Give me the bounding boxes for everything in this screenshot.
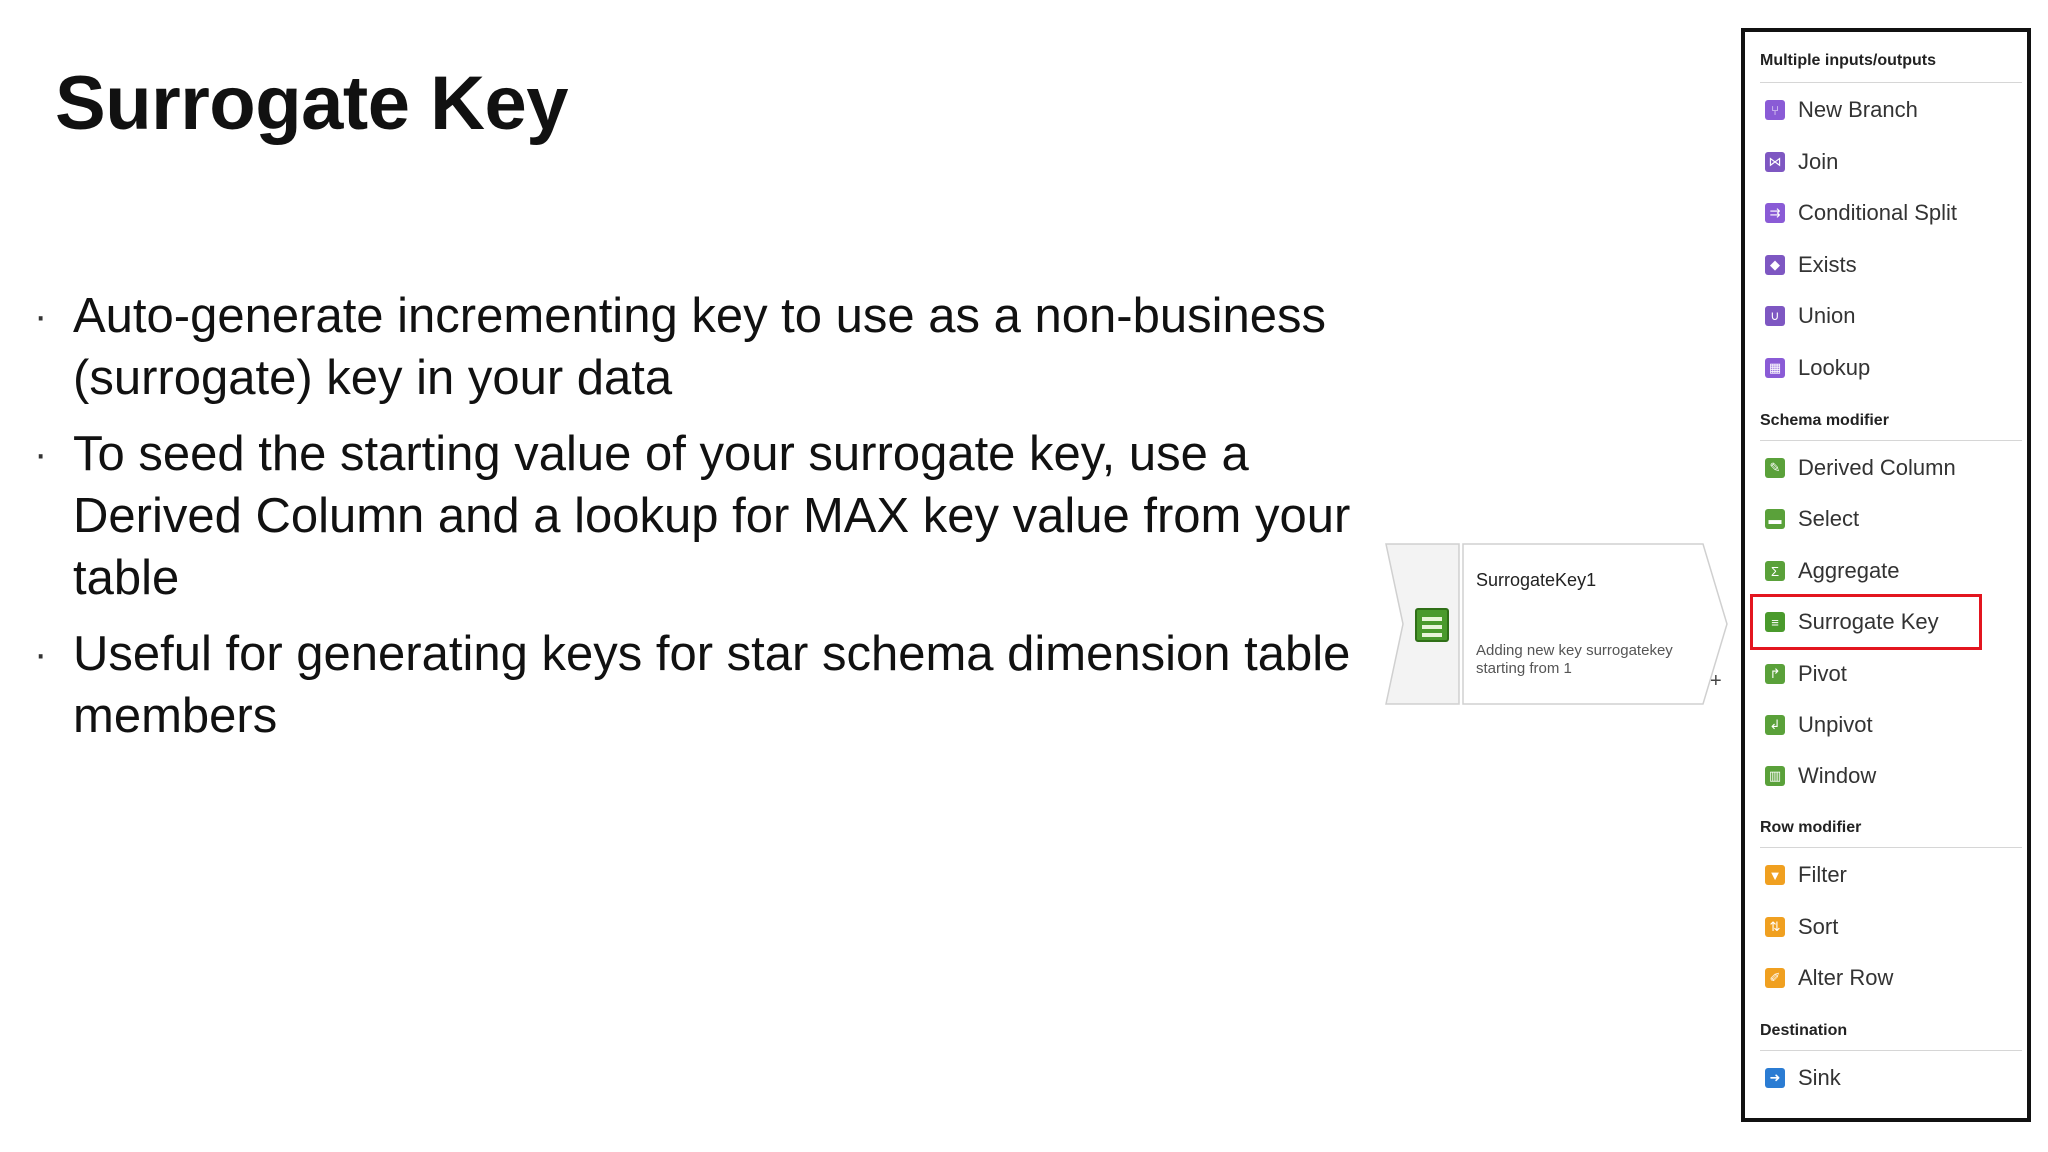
conditional-split-icon: ⇉ (1765, 203, 1785, 223)
item-label: Unpivot (1798, 712, 1873, 737)
bullet-text: Useful for generating keys for star schema dimension table members (73, 627, 1351, 743)
item-label: New Branch (1798, 97, 1918, 122)
bullet-list (30, 285, 1390, 761)
toolbox-item-aggregate[interactable] (1759, 551, 1999, 591)
lookup-icon: ▦ (1765, 358, 1785, 378)
item-label: Filter (1798, 862, 1847, 887)
section-divider (1760, 1050, 2022, 1051)
union-icon: ∪ (1765, 306, 1785, 326)
section-header: Row modifier (1760, 819, 1862, 836)
toolbox-item-lookup[interactable] (1759, 348, 1999, 388)
toolbox-item-unpivot[interactable] (1759, 705, 1999, 745)
toolbox-item-select[interactable] (1759, 499, 1999, 539)
node-description: Adding new key surrogatekey starting from 1 (1476, 642, 1673, 677)
item-label: Derived Column (1798, 455, 1956, 480)
bullet-text: Auto-generate incrementing key to use as a non-business (surrogate) key in your data (73, 289, 1326, 405)
node-name: SurrogateKey1 (1476, 570, 1597, 590)
toolbox-item-exists[interactable] (1759, 245, 1999, 285)
toolbox-item-union[interactable] (1759, 296, 1999, 336)
surrogate-key-icon: ≡ (1765, 612, 1785, 632)
bullet-dot: · (34, 294, 48, 338)
toolbox-item-conditional-split[interactable] (1759, 193, 1999, 233)
sink-icon: ➜ (1765, 1068, 1785, 1088)
item-label: Surrogate Key (1798, 609, 1939, 634)
item-label: Pivot (1798, 661, 1847, 686)
surrogate-key-icon (1415, 608, 1449, 642)
bullet-item (30, 285, 1390, 409)
item-label: Sort (1798, 914, 1839, 939)
bullet-item (30, 423, 1390, 609)
add-transform-button[interactable]: + (1710, 670, 1722, 692)
new-branch-icon: ⑂ (1765, 100, 1785, 120)
item-label: Join (1798, 149, 1839, 174)
item-label: Sink (1798, 1065, 1841, 1090)
section-divider (1760, 847, 2022, 848)
pivot-icon: ↱ (1765, 664, 1785, 684)
toolbox-item-surrogate-key[interactable] (1753, 597, 1979, 647)
sort-icon: ⇅ (1765, 917, 1785, 937)
bullet-item (30, 623, 1390, 747)
exists-icon: ◆ (1765, 255, 1785, 275)
window-icon: ▥ (1765, 766, 1785, 786)
item-label: Window (1798, 763, 1877, 788)
section-header: Schema modifier (1760, 412, 1889, 429)
bullet-dot: · (34, 632, 48, 676)
alter-row-icon: ✐ (1765, 968, 1785, 988)
aggregate-icon: Σ (1765, 561, 1785, 581)
filter-icon: ▼ (1765, 865, 1785, 885)
select-icon: ▬ (1765, 509, 1785, 529)
transformation-toolbox (1741, 28, 2031, 1122)
section-divider (1760, 82, 2022, 83)
section-header: Multiple inputs/outputs (1760, 52, 1936, 69)
toolbox-item-sink[interactable] (1759, 1058, 1999, 1098)
toolbox-item-new-branch[interactable] (1759, 90, 1999, 130)
item-label: Lookup (1798, 355, 1871, 380)
surrogate-key-node[interactable] (1385, 540, 1737, 708)
bullet-text: To seed the starting value of your surrogate key, use a Derived Column and a lookup for MAX key value from your table (73, 427, 1351, 605)
item-label: Select (1798, 506, 1860, 531)
toolbox-item-window[interactable] (1759, 756, 1999, 796)
derived-column-icon: ✎ (1765, 458, 1785, 478)
slide-title: Surrogate Key (55, 61, 568, 146)
item-label: Union (1798, 303, 1856, 328)
item-label: Conditional Split (1798, 200, 1957, 225)
toolbox-item-derived-column[interactable] (1759, 448, 1999, 488)
toolbox-item-pivot[interactable] (1759, 654, 1999, 694)
item-label: Exists (1798, 252, 1857, 277)
bullet-dot: · (34, 432, 48, 476)
unpivot-icon: ↲ (1765, 715, 1785, 735)
toolbox-item-sort[interactable] (1759, 907, 1999, 947)
join-icon: ⋈ (1765, 152, 1785, 172)
toolbox-item-alter-row[interactable] (1759, 958, 1999, 998)
section-header: Destination (1760, 1022, 1848, 1039)
item-label: Alter Row (1798, 965, 1894, 990)
toolbox-item-filter[interactable] (1759, 855, 1999, 895)
toolbox-item-join[interactable] (1759, 142, 1999, 182)
section-divider (1760, 440, 2022, 441)
item-label: Aggregate (1798, 558, 1900, 583)
